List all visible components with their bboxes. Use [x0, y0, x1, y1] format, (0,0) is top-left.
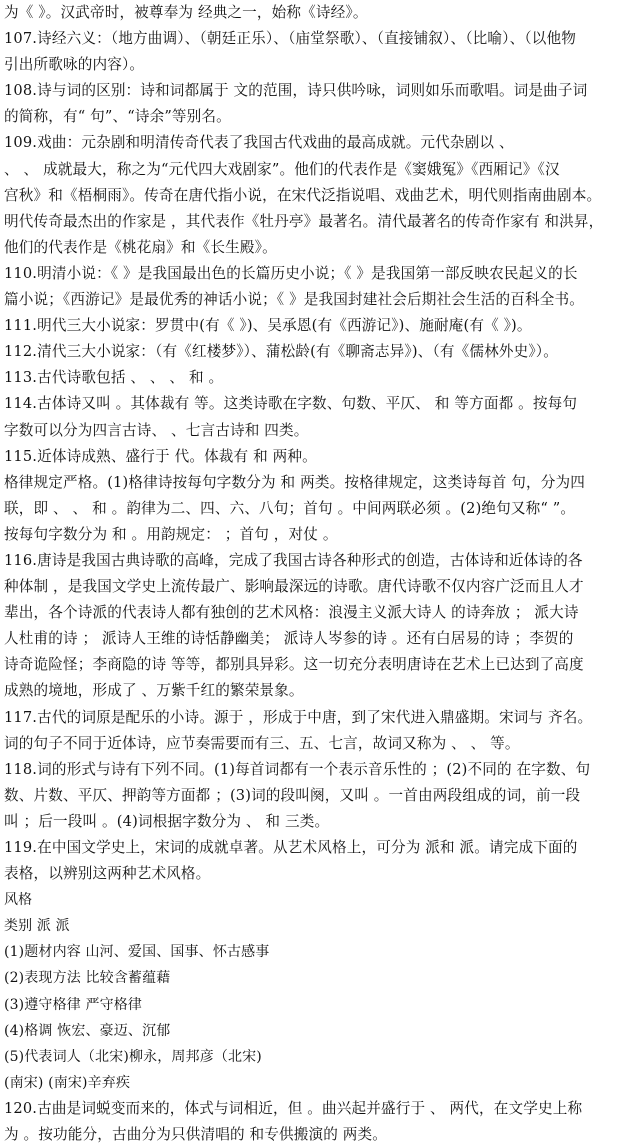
table-line: 风格 [4, 892, 33, 909]
text-line: 他们的代表作是《桃花扇》和《长生殿》。 [4, 238, 277, 256]
text-block-main [4, 0, 628, 887]
text-line: 113.古代诗歌包括 、 、 、 和 。 [4, 369, 224, 387]
text-line: 表格，以辨别这两种艺术风格。 [4, 865, 211, 883]
text-line: 119.在中国文学史上，宋词的成就卓著。从艺术风格上，可分为 派和 派。请完成下面的 [4, 839, 578, 856]
text-line: 人杜甫的诗 ； 派诗人王维的诗恬静幽美； 派诗人岑参的诗 。还有白居易的诗 ；李贺的 [4, 630, 574, 648]
text-line: 篇小说；《西游记》是最优秀的神话小说；《 》是我国封建社会后期社会生活的百科全书。 [4, 291, 584, 309]
text-line: 的简称，有“ 句”、“诗余”等别名。 [4, 108, 231, 126]
text-line: 111.明代三大小说家：罗贯中(有《 》)、吴承恩(有《西游记》)、施耐庵(有《 》)。 [4, 317, 532, 335]
table-line: (南宋) (南宋)辛弃疾 [4, 1074, 131, 1091]
text-line: 叫 ；后一段叫 。(4)词根据字数分为 、 和 三类。 [4, 812, 330, 830]
text-line: 114.古体诗又叫 。其体裁有 等。这类诗歌在字数、句数、平仄、 和 等方面都 。按每句 [4, 395, 578, 413]
text-line: 117.古代的词原是配乐的小诗。源于 ，形成于中唐，到了宋代进入鼎盛期。宋词与 齐名。 [4, 708, 593, 726]
text-line: 格律规定严格。(1)格律诗按每句字数分为 和 两类。按格律规定，这类诗每首 句，分为四 [4, 473, 586, 491]
text-line: 115.近体诗成熟、盛行于 代。体裁有 和 两种。 [4, 447, 317, 465]
text-line: 118.词的形式与诗有下列不同。(1)每首词都有一个表示音乐性的 ；(2)不同的 在字数、句 [4, 760, 591, 778]
text-line: 数、片数、平仄、押韵等方面都 ；(3)词的段叫阕，又叫 。一首由两段组成的词，前一段 [4, 786, 581, 804]
table-line: (5)代表词人（北宋)柳永，周邦彦（北宋) [4, 1048, 262, 1065]
text-line: 108.诗与词的区别：诗和词都属于 文的范围，诗只供吟咏，词则如乐而歌唱。词是曲子词 [4, 82, 588, 100]
text-line: 107.诗经六义：（地方曲调）、（朝廷正乐）、（庙堂祭歌）、（直接铺叙）、（比喻）、（以他物 [4, 30, 577, 48]
style-comparison-table [4, 887, 628, 1096]
text-line: 109.戏曲：元杂剧和明清传奇代表了我国古代戏曲的最高成就。元代杂剧以 、 [4, 134, 514, 152]
text-line: 诗奇诡险怪；李商隐的诗 等等，都别具异彩。这一切充分表明唐诗在艺术上已达到了高度 [4, 656, 584, 674]
text-block-tail [4, 1096, 628, 1148]
text-line: 为 。按功能分，古曲分为只供清唱的 和专供搬演的 两类。 [4, 1126, 387, 1144]
text-line: 联，即 、 、 和 。韵律为二、四、六、八句；首句 。中间两联必须 。(2)绝句又称“ ”。 [4, 499, 576, 517]
text-line: 明代传奇最杰出的作家是 ，其代表作《牡丹亭》最著名。清代最著名的传奇作家有 和洪昇， [4, 212, 604, 230]
text-line: 116.唐诗是我国古典诗歌的高峰，完成了我国古诗各种形式的创造，古体诗和近体诗的各 [4, 551, 583, 569]
text-line: 按每句字数分为 和 。用韵规定： ；首句 ，对仗 。 [4, 525, 338, 543]
text-line: 辈出，各个诗派的代表诗人都有独创的艺术风格：浪漫主义派大诗人 的诗奔放 ； 派大诗 [4, 604, 579, 622]
text-line: 宫秋》和《梧桐雨》。传奇在唐代指小说，在宋代泛指说唱、戏曲艺术，明代则指南曲剧本。 [4, 186, 602, 204]
table-line: (3)遵守格律 严守格律 [4, 996, 143, 1013]
text-line: 为《 》。汉武帝时，被尊奉为 经典之一，始称《诗经》。 [4, 4, 368, 21]
table-line: (1)题材内容 山河、爱国、国事、怀古感事 [4, 944, 270, 961]
text-line: 引出所歌咏的内容）。 [4, 56, 145, 74]
table-line: (2)表现方法 比较含蓄蕴藉 [4, 970, 171, 987]
text-line: 120.古曲是词蜕变而来的，体式与词相近，但 。曲兴起并盛行于 、 两代，在文学史上称 [4, 1099, 583, 1117]
text-line: 112.清代三大小说家：（有《红楼梦》）、蒲松龄(有《聊斋志异》)、（有《儒林外史》）。 [4, 343, 558, 361]
table-line: (4)格调 恢宏、豪迈、沉郁 [4, 1022, 171, 1039]
text-line: 词的句子不同于近体诗，应节奏需要而有三、五、七言，故词又称为 、 、 等。 [4, 734, 520, 752]
text-line: 字数可以分为四言古诗、 、七言古诗和 四类。 [4, 421, 309, 439]
text-line: 110.明清小说：《 》是我国最出色的长篇历史小说；《 》是我国第一部反映农民起义的长 [4, 264, 578, 282]
text-line: 、 、 成就最大，称之为“元代四大戏剧家”。他们的代表作是《窦娥冤》《西厢记》《汉 [4, 160, 560, 178]
text-line: 种体制 ，是我国文学史上流传最广、影响最深远的诗歌。唐代诗歌不仅内容广泛而且人才 [4, 578, 584, 596]
table-line: 类别 派 派 [4, 918, 70, 935]
text-line: 成熟的境地，形成了 、万紫千红的繁荣景象。 [4, 682, 304, 700]
